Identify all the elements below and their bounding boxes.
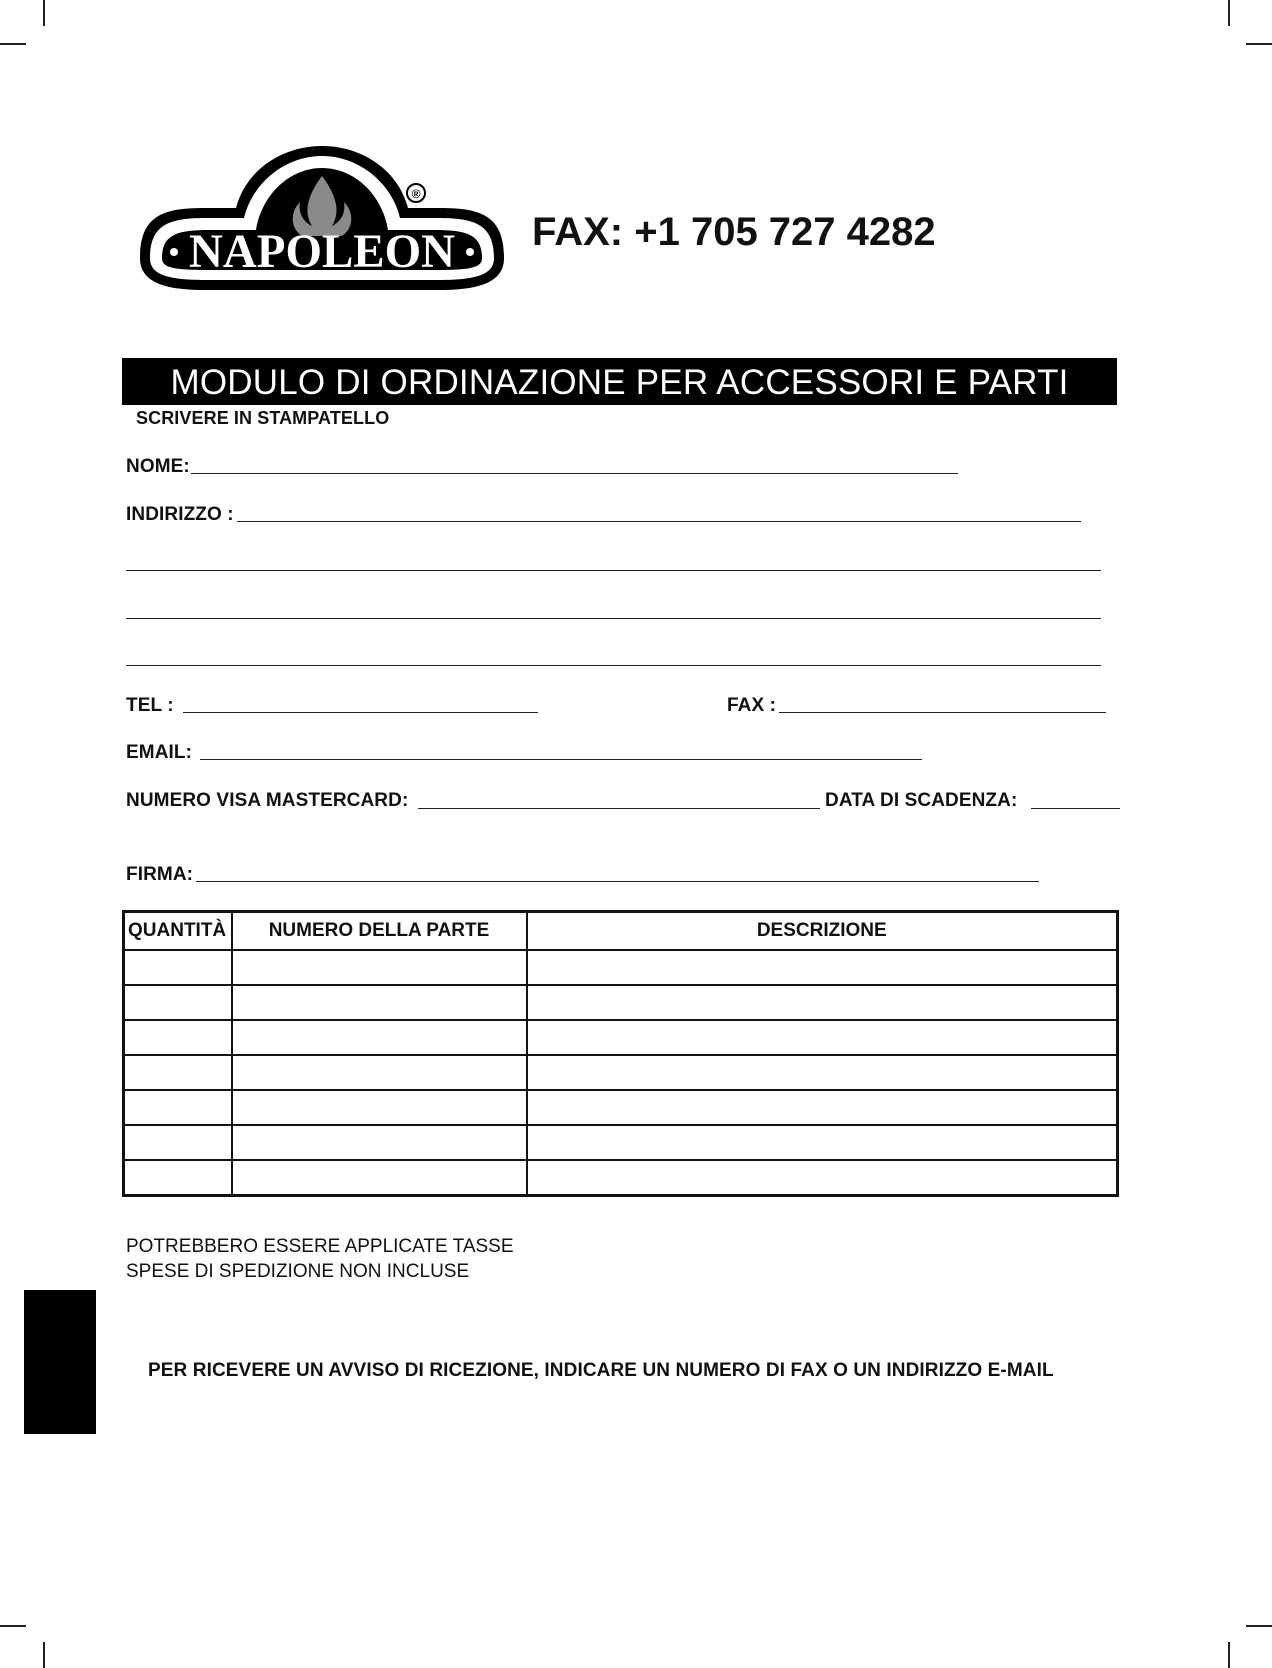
quantity-cell[interactable] xyxy=(124,950,232,985)
description-cell[interactable] xyxy=(527,1055,1118,1090)
crop-mark xyxy=(1246,43,1272,45)
quantity-cell[interactable] xyxy=(124,1055,232,1090)
part-number-cell[interactable] xyxy=(232,950,527,985)
expiry-label: DATA DI SCADENZA: xyxy=(825,790,1018,811)
table-header-row xyxy=(124,912,1118,951)
name-field[interactable] xyxy=(191,473,958,474)
napoleon-logo xyxy=(134,140,510,300)
description-cell[interactable] xyxy=(527,1125,1118,1160)
quantity-cell[interactable] xyxy=(124,1020,232,1055)
description-cell[interactable] xyxy=(527,1020,1118,1055)
tel-field[interactable] xyxy=(183,712,538,713)
email-label: EMAIL: xyxy=(126,742,193,763)
form-title: MODULO DI ORDINAZIONE PER ACCESSORI E PARTI xyxy=(122,358,1117,405)
table-row xyxy=(124,1125,1118,1160)
quantity-header: QUANTITÀ xyxy=(124,912,232,951)
shipping-note: SPESE DI SPEDIZIONE NON INCLUSE xyxy=(126,1261,470,1282)
part-number-cell[interactable] xyxy=(232,985,527,1020)
name-label: NOME: xyxy=(126,456,190,477)
fax-label: FAX : xyxy=(727,695,777,716)
part-number-cell[interactable] xyxy=(232,1160,527,1196)
crop-mark xyxy=(1228,0,1230,26)
crop-mark xyxy=(43,1642,45,1668)
svg-text:®: ® xyxy=(411,187,421,201)
part-number-cell[interactable] xyxy=(232,1055,527,1090)
card-number-field[interactable] xyxy=(418,808,820,809)
crop-mark xyxy=(0,1625,26,1627)
crop-mark xyxy=(0,43,26,45)
address-line-2[interactable] xyxy=(126,570,1101,571)
header-fax: FAX: +1 705 727 4282 xyxy=(532,210,936,254)
address-label: INDIRIZZO : xyxy=(126,504,234,525)
part-number-cell[interactable] xyxy=(232,1020,527,1055)
part-number-cell[interactable] xyxy=(232,1125,527,1160)
table-row xyxy=(124,985,1118,1020)
description-cell[interactable] xyxy=(527,950,1118,985)
table-row xyxy=(124,1055,1118,1090)
signature-label: FIRMA: xyxy=(126,864,194,885)
crop-mark xyxy=(43,0,45,26)
side-tab xyxy=(24,1290,96,1434)
address-line-3[interactable] xyxy=(126,618,1101,619)
address-line-4[interactable] xyxy=(126,665,1101,666)
quantity-cell[interactable] xyxy=(124,1125,232,1160)
crop-mark xyxy=(1246,1625,1272,1627)
crop-mark xyxy=(1228,1642,1230,1668)
parts-table xyxy=(122,910,1119,1197)
description-cell[interactable] xyxy=(527,1160,1118,1196)
brand-name: NAPOLEON xyxy=(189,225,456,278)
description-cell[interactable] xyxy=(527,1090,1118,1125)
address-field[interactable] xyxy=(237,521,1081,522)
description-cell[interactable] xyxy=(527,985,1118,1020)
card-label: NUMERO VISA MASTERCARD: xyxy=(126,790,409,811)
tel-label: TEL : xyxy=(126,695,174,716)
part-number-cell[interactable] xyxy=(232,1090,527,1125)
quantity-cell[interactable] xyxy=(124,985,232,1020)
quantity-cell[interactable] xyxy=(124,1160,232,1196)
table-row xyxy=(124,1020,1118,1055)
quantity-cell[interactable] xyxy=(124,1090,232,1125)
signature-field[interactable] xyxy=(196,881,1039,882)
receipt-note: PER RICEVERE UN AVVISO DI RICEZIONE, INDICARE UN NUMERO DI FAX O UN INDIRIZZO E-MAIL xyxy=(148,1360,1054,1381)
expiry-field[interactable] xyxy=(1031,808,1120,809)
email-field[interactable] xyxy=(200,759,922,760)
table-row xyxy=(124,1160,1118,1196)
description-header: DESCRIZIONE xyxy=(527,912,1118,951)
taxes-note: POTREBBERO ESSERE APPLICATE TASSE xyxy=(126,1236,514,1257)
fax-field[interactable] xyxy=(779,712,1106,713)
form-subtitle: SCRIVERE IN STAMPATELLO xyxy=(136,408,390,428)
table-row xyxy=(124,950,1118,985)
part-number-header: NUMERO DELLA PARTE xyxy=(232,912,527,951)
table-row xyxy=(124,1090,1118,1125)
